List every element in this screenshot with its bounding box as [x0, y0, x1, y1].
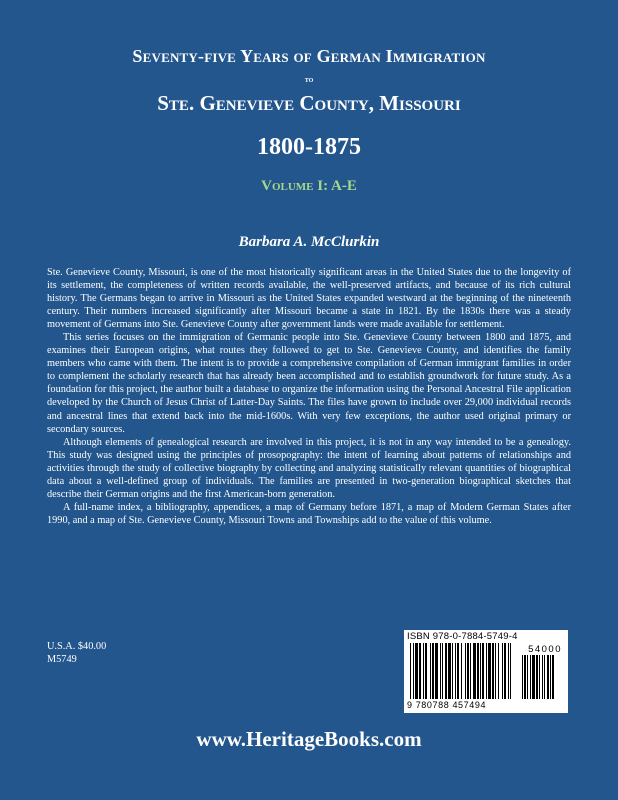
isbn-label: ISBN 978-0-7884-5749-4 [407, 631, 518, 642]
publisher-website: www.HeritageBooks.com [196, 727, 422, 751]
title-line-1: Seventy-five Years of German Immigration [132, 46, 486, 66]
title-connector: to [304, 74, 314, 84]
description-text [47, 266, 571, 527]
description-paragraph: Ste. Genevieve County, Missouri, is one of the most historically significant areas in the United States due to the longevity of its settlement, the completeness of written records available, the well-preserved artifacts, and because of its rich cultural history. The Germans began to arrive in Missouri as the United States expanded westward at the beginning of the nineteenth century. Their numbers increased significantly after Missouri became a state in 1821. By the 1830s there was a steady movement of Germans into Ste. Genevieve County after government lands were made available for settlement. [47, 267, 571, 331]
author-name: Barbara A. McClurkin [238, 234, 380, 250]
year-range: 1800-1875 [257, 134, 361, 160]
price-block [47, 640, 106, 666]
description-paragraph: Although elements of genealogical research are involved in this project, it is not in any way intended to be a genealogy. This study was designed using the principles of prosopography: the intent of learning about patterns of relationships and activities through the study of collective biography by collecting and analyzing statistically relevant quantities of biographical data about a well-defined group of individuals. The families are presented in two-generation biographical sketches that describe their German origins and the first American-born generation. [47, 436, 571, 500]
barcode-bars [410, 643, 562, 699]
barcode [404, 630, 568, 713]
description-paragraph: This series focuses on the immigration of Germanic people into Ste. Genevieve County between 1800 and 1875, and examines their European origins, what routes they followed to get to Ste. Genevieve County, and identifies the family members who came with them. The intent is to provide a comprehensive compilation of German immigrant families in order to complement the scholarly research that has already been accomplished and to establish groundwork for future study. As a foundation for this project, the author built a database to organize the information using the Personal Ancestral File application developed by the Church of Jesus Christ of Latter-Day Saints. The files have grown to include over 29,000 individual records and ancestral lines that extend back into the mid-1600s. With very few exceptions, the author used original primary or secondary sources. [47, 332, 571, 435]
barcode-digits: 9 780788 457494 [407, 700, 487, 710]
title-line-2: Ste. Genevieve County, Missouri [157, 91, 461, 115]
description-paragraph: A full-name index, a bibliography, appendices, a map of Germany before 1871, a map of Modern German States after 1990, and a map of Ste. Genevieve County, Missouri Towns and Townships add to the value of this volume. [47, 501, 571, 526]
product-code: M5749 [47, 654, 77, 665]
price-text: U.S.A. $40.00 [47, 641, 107, 652]
volume-label: Volume I: A-E [261, 178, 357, 194]
barcode-price-code: 54000 [528, 644, 562, 655]
